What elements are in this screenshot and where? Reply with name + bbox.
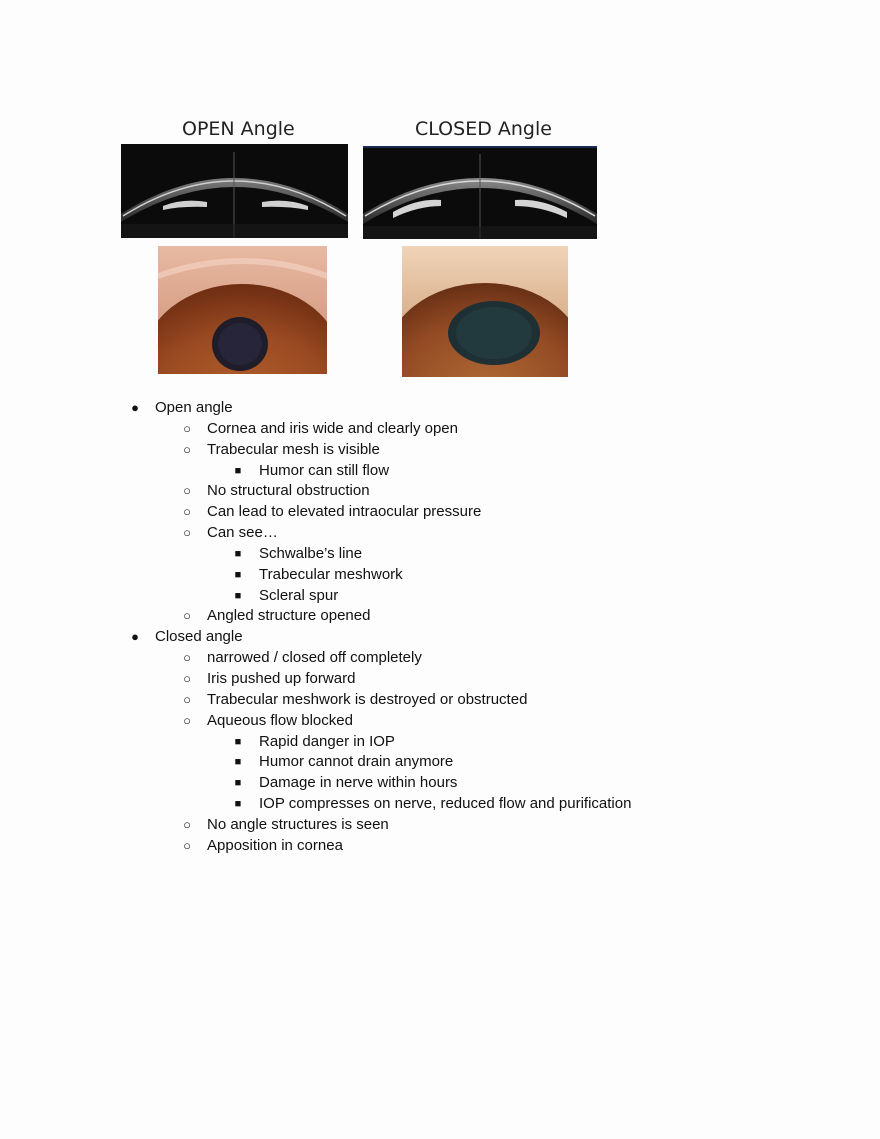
outline-item-level-2	[128, 648, 808, 669]
closed-angle-title: CLOSED Angle	[415, 118, 552, 140]
bullet-marker: ○	[183, 650, 191, 666]
outline-item-text: No structural obstruction	[207, 482, 370, 500]
bullet-marker: ■	[234, 568, 242, 581]
bullet-marker: ■	[234, 777, 242, 790]
outline-item-text: Damage in nerve within hours	[259, 774, 458, 792]
outline-item-text: Angled structure opened	[207, 607, 371, 625]
bullet-marker: ○	[183, 670, 191, 686]
outline-item-text: Closed angle	[155, 628, 243, 646]
bullet-marker: ■	[234, 735, 242, 748]
outline-item-text: Humor cannot drain anymore	[259, 753, 454, 771]
closed-angle-eye-photo	[402, 246, 568, 377]
notes-outline	[128, 398, 808, 857]
outline-item-level-2	[128, 502, 808, 523]
outline-item-level-3	[128, 794, 808, 815]
outline-item-level-2	[128, 481, 808, 502]
outline-item-text: Apposition in cornea	[207, 836, 343, 854]
bullet-marker: ■	[234, 547, 242, 560]
outline-item-level-2	[128, 606, 808, 627]
outline-item-text: No angle structures is seen	[207, 815, 389, 833]
open-angle-title: OPEN Angle	[182, 118, 295, 140]
angle-comparison-figure	[118, 108, 604, 384]
outline-item-level-2	[128, 836, 808, 857]
outline-item-text: narrowed / closed off completely	[207, 649, 422, 667]
bullet-marker: ○	[183, 837, 191, 853]
bullet-marker: ○	[183, 441, 191, 457]
outline-item-level-3	[128, 461, 808, 482]
outline-item-text: Iris pushed up forward	[207, 669, 356, 687]
outline-item-level-3	[128, 565, 808, 586]
outline-item-level-3	[128, 773, 808, 794]
outline-item-text: Trabecular meshwork is destroyed or obstructed	[207, 690, 528, 708]
outline-item-text: Cornea and iris wide and clearly open	[207, 419, 458, 437]
outline-item-text: Trabecular mesh is visible	[207, 440, 380, 458]
outline-item-level-2	[128, 419, 808, 440]
outline-item-text: Rapid danger in IOP	[259, 732, 395, 750]
outline-item-level-3	[128, 544, 808, 565]
bullet-marker: ●	[131, 400, 139, 415]
open-angle-eye-photo	[158, 246, 327, 374]
outline-item-level-1	[128, 627, 808, 648]
bullet-marker: ○	[183, 608, 191, 624]
outline-item-level-2	[128, 815, 808, 836]
outline-item-text: Scleral spur	[259, 586, 339, 604]
outline-item-text: Open angle	[155, 399, 233, 416]
bullet-marker: ■	[234, 464, 242, 477]
outline-item-text: IOP compresses on nerve, reduced flow and purification	[259, 795, 632, 813]
bullet-marker: ■	[234, 756, 242, 769]
outline-item-level-2	[128, 711, 808, 732]
outline-item-text: Trabecular meshwork	[259, 565, 403, 583]
outline-item-level-2	[128, 690, 808, 711]
bullet-marker: ■	[234, 589, 242, 602]
outline-item-level-2	[128, 440, 808, 461]
open-angle-oct-scan	[121, 144, 348, 238]
closed-angle-oct-scan	[363, 146, 597, 239]
outline-item-text: Can see…	[207, 524, 278, 542]
outline-item-level-2	[128, 523, 808, 544]
outline-item-level-3	[128, 732, 808, 753]
bullet-marker: ■	[234, 798, 242, 811]
bullet-marker: ○	[183, 712, 191, 728]
bullet-marker: ○	[183, 420, 191, 436]
outline-item-level-2	[128, 669, 808, 690]
bullet-marker: ○	[183, 525, 191, 541]
outline-item-text: Can lead to elevated intraocular pressure	[207, 503, 482, 521]
outline-item-level-3	[128, 752, 808, 773]
outline-item-text: Aqueous flow blocked	[207, 711, 353, 729]
outline-item-level-1	[128, 398, 808, 419]
bullet-marker: ○	[183, 691, 191, 707]
outline-item-text: Humor can still flow	[259, 461, 390, 479]
bullet-marker: ○	[183, 504, 191, 520]
outline-item-level-3	[128, 586, 808, 607]
bullet-marker: ○	[183, 816, 191, 832]
bullet-marker: ●	[131, 629, 139, 645]
outline-item-text: Schwalbe’s line	[259, 544, 363, 562]
bullet-marker: ○	[183, 483, 191, 499]
